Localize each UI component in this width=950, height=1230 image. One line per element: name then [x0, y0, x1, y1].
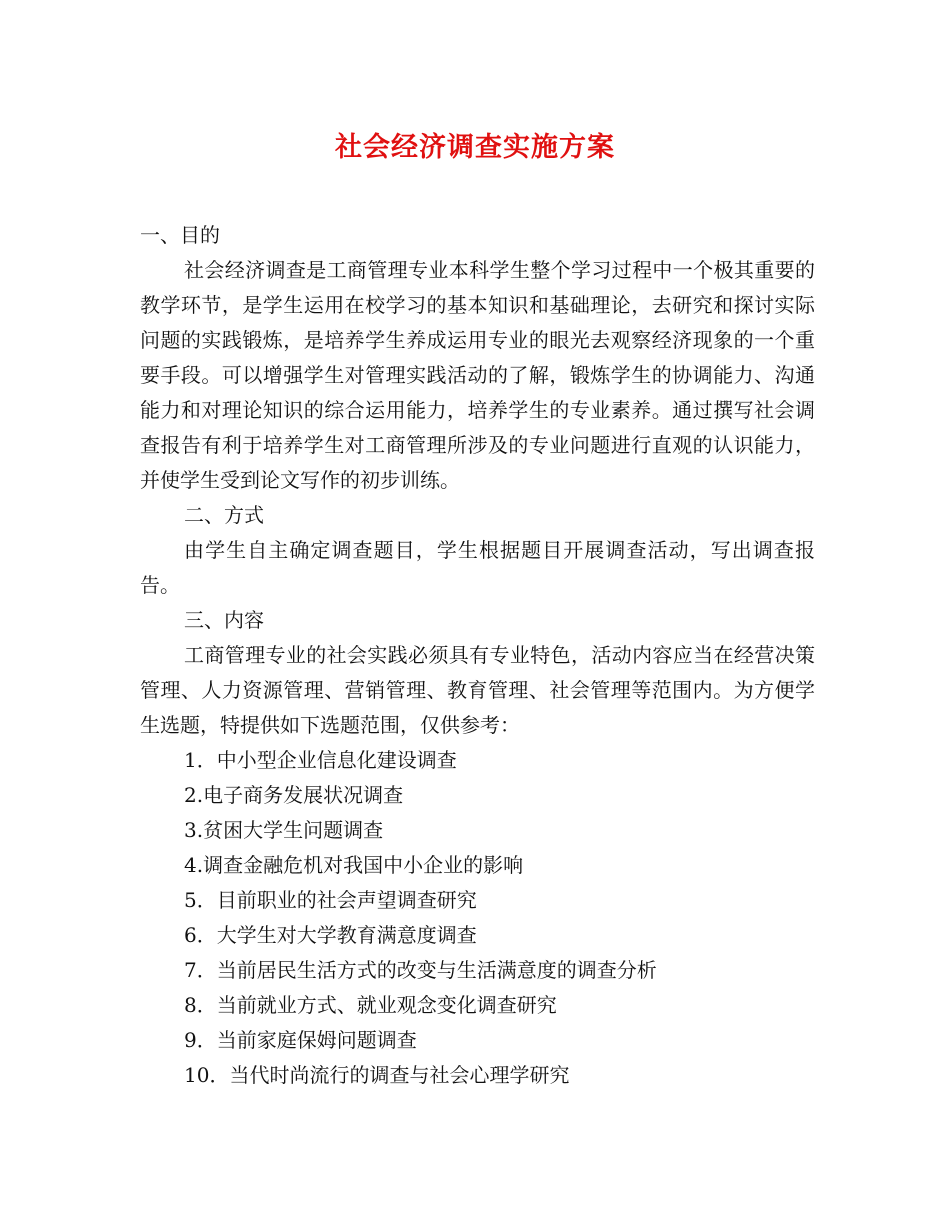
list-item: 6．大学生对大学教育满意度调查 — [184, 923, 477, 947]
list-item: 5．目前职业的社会声望调查研究 — [184, 888, 477, 912]
document-body — [140, 218, 815, 1093]
list-item: 9．当前家庭保姆问题调查 — [184, 1028, 417, 1052]
list-item: 4.调查金融危机对我国中小企业的影响 — [184, 853, 524, 877]
list-item: 1．中小型企业信息化建设调查 — [184, 748, 457, 772]
paragraph-purpose: 社会经济调查是工商管理专业本科学生整个学习过程中一个极其重要的教学环节，是学生运用在校学习的基本知识和基础理论，去研究和探讨实际问题的实践锻炼，是培养学生养成运用专业的眼光去观察经济现象的一个重要手段。可以增强学生对管理实践活动的了解，锻炼学生的协调能力、沟通能力和对理论知识的综合运用能力，培养学生的专业素养。通过撰写社会调查报告有利于培养学生对工商管理所涉及的专业问题进行直观的认识能力，并使学生受到论文写作的初步训练。 — [140, 258, 815, 492]
document-title: 社会经济调查实施方案 — [335, 132, 615, 163]
section-heading-method: 二、方式 — [184, 503, 264, 527]
list-item: 3.贫困大学生问题调查 — [184, 818, 384, 842]
paragraph-method: 由学生自主确定调查题目，学生根据题目开展调查活动，写出调查报告。 — [140, 538, 815, 597]
section-heading-content: 三、内容 — [184, 608, 264, 632]
list-item: 2.电子商务发展状况调查 — [184, 783, 404, 807]
section-heading-purpose: 一、目的 — [140, 223, 220, 247]
list-item: 8．当前就业方式、就业观念变化调查研究 — [184, 993, 557, 1017]
paragraph-content: 工商管理专业的社会实践必须具有专业特色，活动内容应当在经营决策管理、人力资源管理、营销管理、教育管理、社会管理等范围内。为方便学生选题，特提供如下选题范围，仅供参考： — [140, 643, 815, 737]
list-item: 10．当代时尚流行的调查与社会心理学研究 — [184, 1063, 570, 1087]
list-item: 7．当前居民生活方式的改变与生活满意度的调查分析 — [184, 958, 657, 982]
